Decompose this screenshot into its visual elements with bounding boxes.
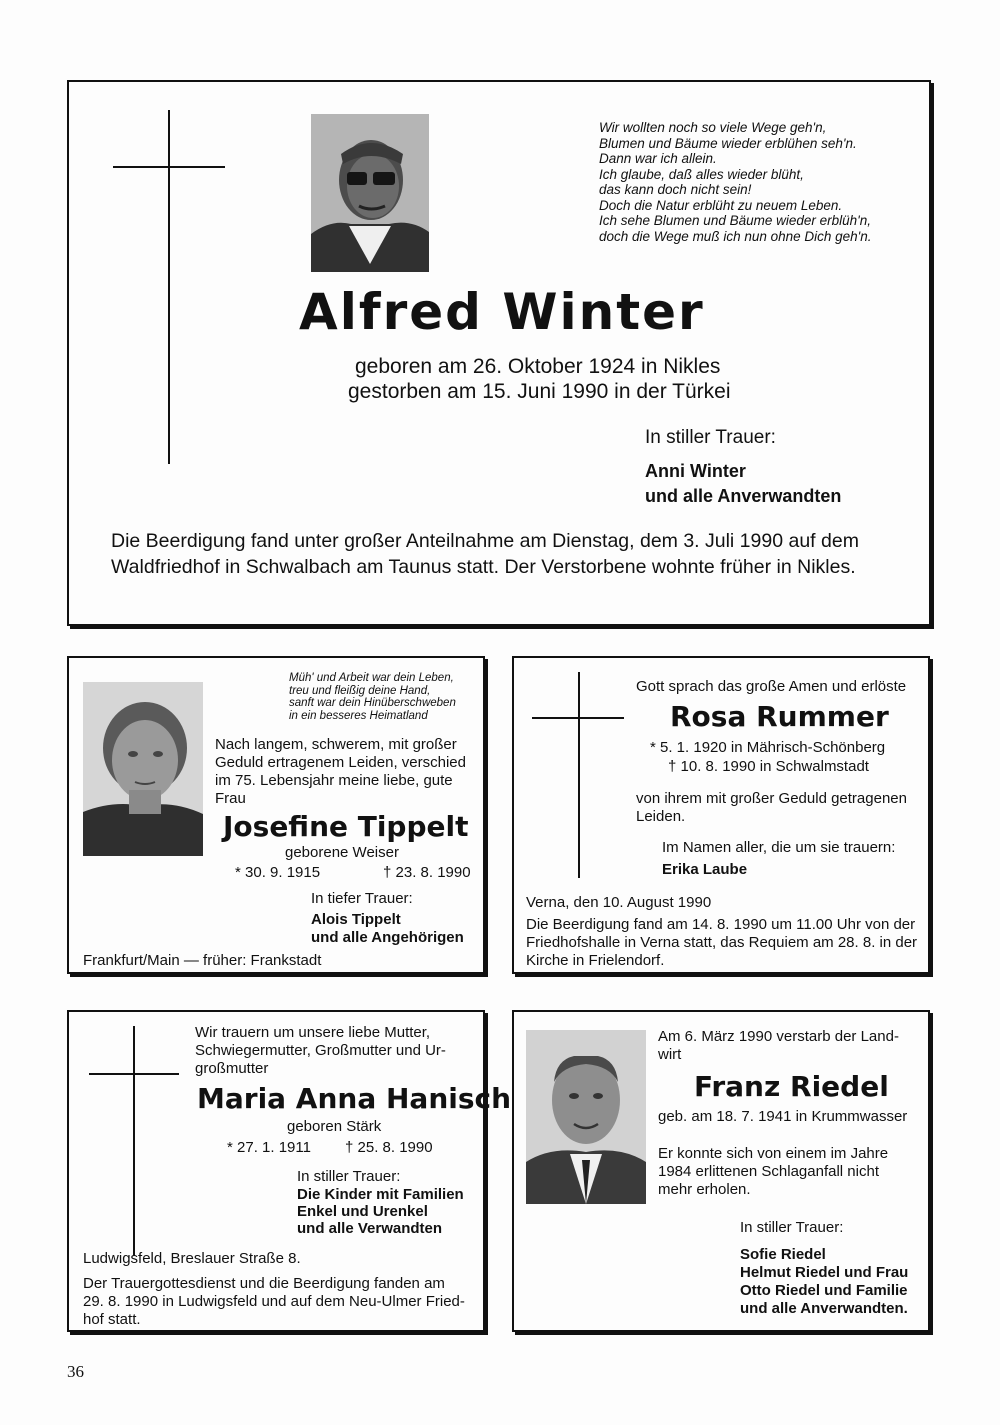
intro-text: [658, 1028, 899, 1064]
poem-line: sanft war dein Hinüberschweben: [289, 697, 456, 709]
deceased-name: Maria Anna Hanisch: [197, 1082, 512, 1115]
mourner-line: Sofie Riedel: [740, 1246, 826, 1263]
death-line: † 10. 8. 1990 in Schwalmstadt: [668, 758, 869, 775]
notice-rosa-rummer: [512, 656, 930, 974]
deceased-name: Josefine Tippelt: [223, 810, 469, 843]
birth-date: * 30. 9. 1915: [235, 864, 321, 881]
cross-bar: [532, 717, 624, 719]
mourning-label: Im Namen aller, die um sie trauern:: [662, 839, 896, 856]
mourner-line: und alle Anverwandten.: [740, 1300, 908, 1317]
funeral-line: hof statt.: [83, 1311, 141, 1328]
portrait-photo: [311, 114, 429, 272]
intro-text: Gott sprach das große Amen und erlöste: [636, 678, 907, 695]
mourner-line: und alle Anverwandten: [645, 486, 842, 506]
place-date: Verna, den 10. August 1990: [526, 894, 712, 911]
poem-line: Müh' und Arbeit war dein Leben,: [289, 672, 454, 684]
intro-line: Schwiegermutter, Großmutter und Ur-: [195, 1042, 446, 1059]
notice-maria-anna-hanisch: [67, 1010, 512, 1332]
funeral-line: Der Trauergottesdienst und die Beerdigung fanden am: [83, 1275, 445, 1292]
memorial-poem: [599, 120, 872, 244]
mourner-line: Helmut Riedel und Frau: [740, 1264, 909, 1281]
deceased-name: Alfred Winter: [299, 283, 705, 341]
address-text: Ludwigsfeld, Breslauer Straße 8.: [83, 1250, 301, 1267]
poem-line: das kann doch nicht sein!: [599, 182, 752, 197]
maiden-name: geborene Weiser: [285, 844, 399, 861]
intro-text: [195, 1024, 475, 1078]
illness-line: Er konnte sich von einem im Jahre: [658, 1145, 889, 1162]
deceased-name: Rosa Rummer: [670, 700, 889, 733]
poem-line: treu und fleißig deine Hand,: [289, 684, 431, 697]
notice-franz-riedel: [512, 1010, 930, 1332]
poem-line: Wir wollten noch so viele Wege geh'n,: [599, 120, 827, 135]
suffering-text: von ihrem mit großer Geduld getragenen Leiden.: [636, 790, 907, 825]
poem-line: Doch die Natur erblüht zu neuem Leben.: [599, 197, 843, 213]
illness-line: mehr erholen.: [658, 1181, 751, 1198]
mourning-label: In stiller Trauer:: [645, 427, 776, 448]
deceased-name: Franz Riedel: [694, 1070, 889, 1103]
mourner-line: und alle Verwandten: [297, 1220, 443, 1237]
death-date: † 25. 8. 1990: [345, 1139, 433, 1156]
funeral-line: 29. 8. 1990 in Ludwigsfeld und auf dem Neu-Ulmer Fried-: [83, 1293, 465, 1310]
cross-bar: [89, 1073, 179, 1075]
poem-line: Ich sehe Blumen und Bäume wieder erblüh'n,: [599, 213, 871, 228]
birth-date: * 27. 1. 1911: [227, 1139, 311, 1156]
cross-bar: [113, 166, 225, 168]
birth-line: geboren am 26. Oktober 1924 in Nikles: [355, 355, 721, 378]
funeral-text: Die Beerdigung fand unter großer Anteilnahme am Dienstag, dem 3. Juli 1990 auf dem Waldfriedhof in Schwalbach am Taunus statt. Der Verstorbene wohnte früher in Nikles.: [111, 530, 859, 578]
cross-icon: [578, 672, 580, 878]
mourning-label: In stiller Trauer:: [740, 1219, 844, 1236]
portrait-photo: [83, 682, 203, 856]
cross-icon: [133, 1026, 135, 1256]
intro-line: wirt: [658, 1046, 682, 1063]
mourning-label: In tiefer Trauer:: [311, 890, 413, 907]
mourner-line: Die Kinder mit Familien: [297, 1186, 464, 1203]
portrait-photo: [526, 1030, 646, 1204]
illness-text: [658, 1145, 888, 1199]
poem-line: in ein besseres Heimatland: [289, 709, 428, 722]
page-number: 36: [67, 1362, 84, 1381]
mourning-label: In stiller Trauer:: [297, 1168, 401, 1185]
intro-line: großmutter: [195, 1060, 269, 1077]
mourner-line: und alle Angehörigen: [311, 929, 464, 946]
birth-line: geb. am 18. 7. 1941 in Krummwasser: [658, 1108, 908, 1125]
mourner-line: Alois Tippelt: [311, 911, 401, 928]
funeral-text: Die Beerdigung fand am 14. 8. 1990 um 11.00 Uhr von der Friedhofshalle in Verna statt, das Requiem am 28. 8. in der Kirche in Frielendorf.: [526, 916, 918, 969]
illness-line: 1984 erlittenen Schlaganfall nicht: [658, 1163, 879, 1180]
notice-alfred-winter: [67, 80, 931, 626]
place-text: Frankfurt/Main — früher: Frankstadt: [83, 952, 322, 969]
maiden-name: geboren Stärk: [287, 1118, 382, 1135]
cross-icon: [168, 110, 170, 464]
death-line: gestorben am 15. Juni 1990 in der Türkei: [348, 380, 731, 403]
intro-line: Wir trauern um unsere liebe Mutter,: [195, 1024, 431, 1041]
mourner-line: Anni Winter: [645, 461, 746, 481]
birth-line: * 5. 1. 1920 in Mährisch-Schönberg: [650, 739, 886, 756]
poem-line: Blumen und Bäume wieder erblühen seh'n.: [599, 135, 857, 151]
intro-text: Nach langem, schwerem, mit großer Geduld ertragenem Leiden, verschied im 75. Lebensjahr meine liebe, gute Frau: [215, 736, 466, 807]
memorial-poem: [289, 672, 456, 722]
mourner-line: Enkel und Urenkel: [297, 1203, 428, 1220]
funeral-text: [83, 1275, 465, 1329]
poem-line: Dann war ich allein.: [599, 151, 717, 166]
notice-josefine-tippelt: [67, 656, 485, 974]
poem-line: doch die Wege muß ich nun ohne Dich geh'n.: [599, 228, 872, 244]
mourner-line: Erika Laube: [662, 861, 748, 878]
death-date: † 23. 8. 1990: [383, 864, 471, 881]
poem-line: Ich glaube, daß alles wieder blüht,: [599, 166, 804, 182]
mourner-line: Otto Riedel und Familie: [740, 1282, 908, 1299]
intro-line: Am 6. März 1990 verstarb der Land-: [658, 1028, 899, 1045]
